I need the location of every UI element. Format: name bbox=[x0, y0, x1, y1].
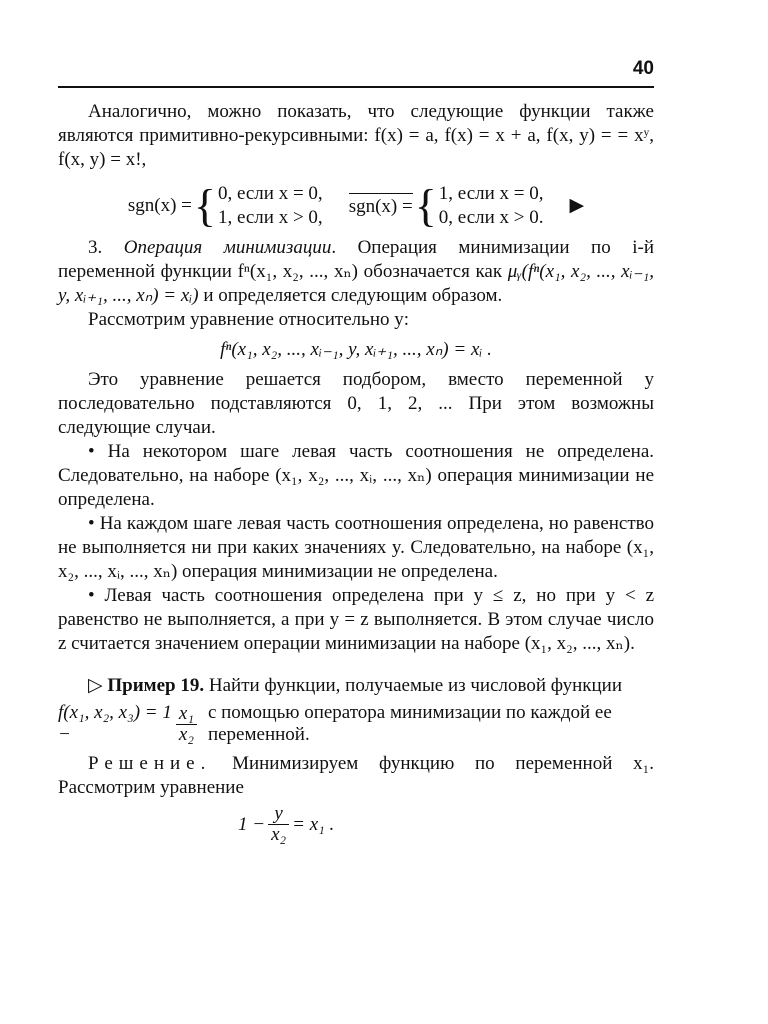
solution-fraction: $\frac{y}{\text{x₂}}$ bbox=[268, 804, 289, 845]
bullet-undefined-step: • На некотором шаге левая часть соотношения не определена. Следовательно, на наборе (x₁, x₂, ..., xᵢ, ..., xₙ) операция минимизации не определена. bbox=[58, 441, 654, 510]
paragraph-primitive-recursive: Аналогично, можно показать, что следующие функции также являются примитивно-рекурсивными: f(x) = a, f(x) = x + a, f(x, y) = = xʸ, f(x, y) = x!, bbox=[58, 101, 654, 170]
sgn-formula: sgn(x) = { 0, если x = 0, 1, если x > 0, bbox=[127, 180, 323, 231]
bullet-defined-value: • Левая часть соотношения определена при y ≤ z, но при y < z равенство не выполняется, а при y = z выполняется. В этом случае число z считается значением операции минимизации на наборе (x₁, x₂, ..., xₙ). bbox=[58, 585, 654, 654]
example-formula-line bbox=[58, 702, 654, 746]
sgn-bar-formula: sgn(x) = { 1, если x = 0, 0, если x > 0. bbox=[348, 180, 544, 231]
sgn-bar-case-1: 1, если x = 0, bbox=[438, 183, 544, 204]
left-brace: { bbox=[193, 180, 216, 231]
paragraph-solving: Это уравнение решается подбором, вместо переменной y последовательно подставляются 0, 1, 2, ... При этом возможны следующие случаи. bbox=[58, 369, 654, 438]
solution-paragraph: Решение. Минимизируем функцию по переменной x₁. Рассмотрим уравнение bbox=[58, 753, 654, 798]
example-triangle-icon: ▷ bbox=[88, 675, 108, 696]
example-heading: ▷ Пример 19. Найти функции, получаемые из числовой функции bbox=[88, 675, 623, 696]
main-equation: fⁿ(x₁, x₂, ..., xᵢ₋₁, y, xᵢ₊₁, ..., xₙ) = xᵢ . bbox=[220, 339, 492, 360]
sgn-bar-case-2: 0, если x > 0. bbox=[438, 207, 544, 228]
sgn-formulas bbox=[58, 182, 654, 230]
example-fraction: $\frac{\text{x₁}}{\text{x₂}}$ bbox=[176, 704, 197, 745]
paragraph-minimization: 3. Операция минимизации. Операция минимизации по i-й переменной функции fⁿ(x₁, x₂, ..., xₙ) обозначается как μᵧ(fⁿ(x₁, x₂, ..., xᵢ₋₁, y, xᵢ₊₁, ..., xₙ) = xᵢ) и определяется следующим образом. bbox=[58, 237, 655, 306]
sgn-case-1: 0, если x = 0, bbox=[217, 183, 323, 204]
example-formula: f(x₁, x₂, x₃) = 1 − bbox=[58, 702, 172, 745]
sgn-case-2: 1, если x > 0, bbox=[217, 207, 323, 228]
minimization-notation: μᵧ(fⁿ(x₁, x₂, ..., xᵢ₋₁, y, xᵢ₊₁, ..., xₙ) = xᵢ) bbox=[58, 261, 655, 306]
left-brace: { bbox=[414, 180, 437, 231]
solution-equation: 1 − $\frac{y}{\text{x₂}}$ = x₁ . bbox=[238, 803, 335, 845]
end-proof-triangle-icon: ▶ bbox=[569, 195, 585, 216]
bullet-never-equal: • На каждом шаге левая часть соотношения определена, но равенство не выполняется ни при каких значениях y. Следовательно, на наборе (x₁, x₂, ..., xᵢ, ..., xₙ) операция минимизации не определена. bbox=[58, 513, 654, 582]
body-text bbox=[58, 100, 654, 845]
header-rule bbox=[58, 86, 654, 88]
paragraph-consider: Рассмотрим уравнение относительно y: bbox=[88, 309, 410, 330]
page-number: 40 bbox=[632, 58, 654, 79]
example-tail: с помощью оператора минимизации по каждой ее переменной. bbox=[207, 702, 612, 745]
